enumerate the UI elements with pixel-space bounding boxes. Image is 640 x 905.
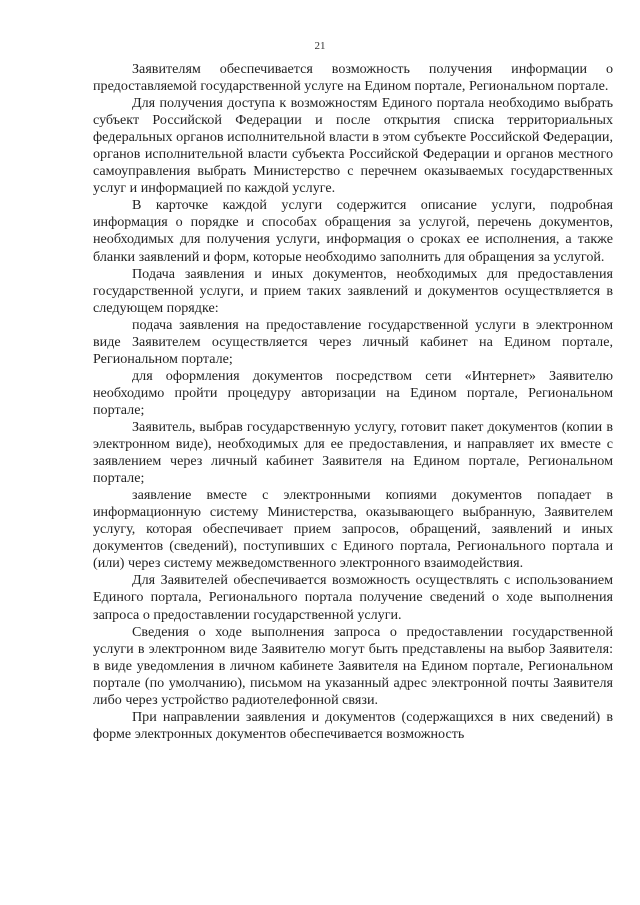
- paragraph-access-procedure: Для получения доступа к возможностям Единого портала необходимо выбрать субъект Российской Федерации и после открытия списка территориальных федеральных органов исполнительной власти в этом субъекте Российской Федерации, органов исполнительной власти субъекта Российской Федерации и органов местного самоуправления выбрать Министерство с перечнем оказываемых государственных услуг и информацией по каждой услуге.: [93, 95, 613, 197]
- paragraph-status-notification: Сведения о ходе выполнения запроса о предоставлении государственной услуги в электронном виде Заявителю могут быть представлены на выбор Заявителя: в виде уведомления в личном кабинете Заявителя на Едином портале, Региональном портале (по умолчанию), письмом на указанный адрес электронной почты Заявителя либо через устройство радиотелефонной связи.: [93, 623, 613, 708]
- paragraph-authorization: для оформления документов посредством сети «Интернет» Заявителю необходимо пройти процедуру авторизации на Едином портале, Региональном портале;: [93, 367, 613, 418]
- paragraph-document-package: Заявитель, выбрав государственную услугу, готовит пакет документов (копии в электронном виде), необходимых для ее предоставления, и направляет их вместе с заявлением через личный кабинет Заявителя на Едином портале, Региональном портале;: [93, 418, 613, 487]
- paragraph-portal-info: Заявителям обеспечивается возможность получения информации о предоставляемой государственной услуге на Едином портале, Региональном портале.: [93, 61, 613, 95]
- paragraph-status-tracking: Для Заявителей обеспечивается возможность осуществлять с использованием Единого портала, Регионального портала получение сведений о ходе выполнения запроса о предоставлении государственной услуги.: [93, 572, 613, 623]
- paragraph-service-card: В карточке каждой услуги содержится описание услуги, подробная информация о порядке и способах обращения за услугой, перечень документов, необходимых для получения услуги, информация о сроках ее исполнения, а также бланки заявлений и форм, которые необходимо заполнить для обращения за услугой.: [93, 197, 613, 265]
- document-body: [93, 61, 613, 743]
- paragraph-electronic-documents: При направлении заявления и документов (содержащихся в них сведений) в форме электронных документов обеспечивается возможность: [93, 708, 613, 742]
- page-number: 21: [314, 40, 326, 52]
- paragraph-information-system: заявление вместе с электронными копиями документов попадает в информационную систему Министерства, оказывающего выбранную, Заявителем услугу, которая обеспечивает прием запросов, обращений, заявлений и иных документов (сведений), поступивших с Единого портала, Регионального портала и (или) через систему межведомственного электронного взаимодействия.: [93, 487, 613, 572]
- paragraph-submission-order: Подача заявления и иных документов, необходимых для предоставления государственной услуги, и прием таких заявлений и документов осуществляется в следующем порядке:: [93, 265, 613, 316]
- paragraph-electronic-submission: подача заявления на предоставление государственной услуги в электронном виде Заявителем осуществляется через личный кабинет на Едином портале, Региональном портале;: [93, 316, 613, 367]
